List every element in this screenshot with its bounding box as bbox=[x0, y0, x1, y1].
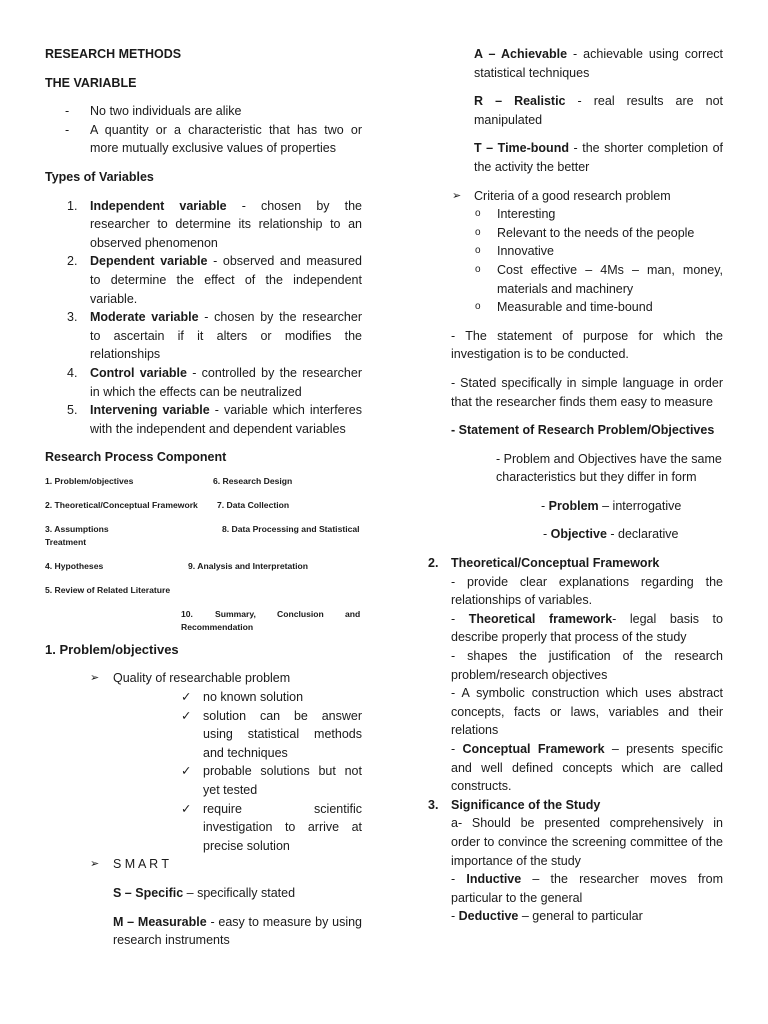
section-line: a- Should be presented comprehensively in order to convince the screening committee of the importance of the study bbox=[451, 816, 723, 868]
process-item: 9. Analysis and Interpretation bbox=[188, 560, 309, 571]
arrow-icon: ➢ bbox=[90, 672, 100, 685]
criteria-item: ➢ Criteria of a good research problem bbox=[428, 187, 723, 206]
circle-bullet-icon: o bbox=[475, 226, 481, 238]
smart-s: S – Specific – specifically stated bbox=[113, 886, 296, 900]
process-item: Conclusion bbox=[277, 608, 324, 619]
list-item: ✓ no known solution bbox=[45, 688, 362, 707]
types-list bbox=[45, 197, 362, 439]
smart-a: A – Achievable - achievable using correct statistical techniques bbox=[474, 47, 723, 80]
list-item: o Interesting bbox=[428, 205, 723, 224]
list-item: ✓ require scientific investigation to arrive at precise solution bbox=[181, 801, 362, 853]
smart-item: ➢ S M A R T bbox=[45, 855, 362, 874]
right-column bbox=[428, 45, 723, 926]
check-icon: ✓ bbox=[181, 708, 192, 723]
process-item: Treatment bbox=[45, 536, 87, 547]
process-item: Summary, bbox=[215, 608, 256, 619]
statement-heading: - Statement of Research Problem/Objectives bbox=[451, 423, 715, 438]
variable-heading: THE VARIABLE bbox=[45, 75, 137, 90]
list-item: 5. Intervening variable - variable which interferes with the independent and dependent variables bbox=[67, 403, 362, 436]
smart-r: R – Realistic - real results are not manipulated bbox=[474, 94, 723, 127]
list-item: - No two individuals are alike bbox=[45, 102, 362, 121]
process-item: 10. bbox=[181, 608, 193, 619]
process-item: 4. Hypotheses bbox=[45, 560, 104, 571]
circle-bullet-icon: o bbox=[475, 245, 481, 257]
section-heading: Significance of the Study bbox=[451, 797, 601, 812]
list-item: o Measurable and time-bound bbox=[428, 298, 723, 317]
section-theoretical-framework: 2. Theoretical/Conceptual Framework - provide clear explanations regarding the relationships of variables. - Theoretical framework- legal basis to describe properly that process of the study - shapes the justification of the research problem/research objectives - A symbolic construction which uses abstract concepts, facts or laws, variables and their relations - Conceptual Framework – presents specific and well defined concepts which are called constructs. bbox=[428, 554, 723, 796]
check-icon: ✓ bbox=[181, 764, 192, 779]
section-significance: 3. Significance of the Study a- Should be presented comprehensively in order to convince the screening committee of the importance of the study - Inductive – the researcher moves from particular to the general - Deductive – general to particular bbox=[428, 796, 723, 926]
process-item: 8. Data Processing and Statistical bbox=[222, 523, 360, 534]
list-item: 3. Moderate variable - chosen by the researcher to ascertain if it alters or modifies the relationships bbox=[67, 310, 362, 362]
process-grid bbox=[45, 473, 362, 641]
section-line: - Theoretical framework- legal basis to describe properly that process of the study bbox=[451, 611, 723, 645]
process-item: 3. Assumptions bbox=[45, 523, 109, 534]
process-item: 1. Problem/objectives bbox=[45, 475, 134, 486]
process-item: 5. Review of Related Literature bbox=[45, 584, 171, 595]
list-item: 1. Independent variable - chosen by the researcher to determine its relationship to an observed phenomenon bbox=[67, 198, 362, 250]
arrow-icon: ➢ bbox=[452, 189, 462, 202]
list-item: o Relevant to the needs of the people bbox=[428, 224, 723, 243]
stated-paragraph: - Stated specifically in simple language in order that the researcher finds them easy to measure bbox=[451, 375, 723, 409]
objective-declarative: - Objective - declarative bbox=[543, 527, 679, 542]
arrow-icon: ➢ bbox=[90, 858, 100, 871]
circle-bullet-icon: o bbox=[475, 263, 481, 275]
left-column bbox=[45, 45, 362, 960]
types-heading: Types of Variables bbox=[45, 169, 154, 184]
section-line: - Inductive – the researcher moves from particular to the general bbox=[451, 872, 723, 905]
process-item: 6. Research Design bbox=[213, 475, 293, 486]
document-title: RESEARCH METHODS bbox=[45, 47, 182, 61]
same-characteristics-paragraph: - Problem and Objectives have the same characteristics but they differ in form bbox=[496, 451, 722, 485]
list-item: o Cost effective – 4Ms – man, money, materials and machinery bbox=[475, 262, 723, 296]
section-line: - Deductive – general to particular bbox=[451, 909, 643, 924]
section-line: - shapes the justification of the research problem/research objectives bbox=[451, 649, 723, 682]
check-icon: ✓ bbox=[181, 801, 192, 816]
process-item: 2. Theoretical/Conceptual Framework bbox=[45, 499, 198, 510]
process-item: and bbox=[345, 608, 361, 619]
list-item: 4. Control variable - controlled by the researcher in which the effects can be neutralized bbox=[67, 365, 362, 399]
list-item: - A quantity or a characteristic that has two or more mutually exclusive values of properties bbox=[45, 121, 362, 158]
circle-bullet-icon: o bbox=[475, 301, 481, 313]
list-item: ✓ probable solutions but not yet tested bbox=[181, 764, 362, 798]
process-heading: Research Process Component bbox=[45, 450, 227, 465]
section-line: - A symbolic construction which uses abstract concepts, facts or laws, variables and their relations bbox=[451, 686, 723, 738]
section-line: - provide clear explanations regarding the relationships of variables. bbox=[451, 574, 723, 608]
list-item: 2. Dependent variable - observed and measured to determine the effect of the independent variable. bbox=[67, 254, 362, 306]
list-item: ✓ solution can be answer using statistical methods and techniques bbox=[181, 708, 362, 760]
section-line: - Conceptual Framework – presents specific and well defined concepts which are called constructs. bbox=[451, 742, 724, 794]
purpose-paragraph: - The statement of purpose for which the investigation is to be conducted. bbox=[451, 328, 723, 362]
list-item: o Innovative bbox=[428, 242, 723, 261]
process-item: 7. Data Collection bbox=[217, 499, 290, 510]
process-item: Recommendation bbox=[181, 621, 254, 632]
section-heading: Theoretical/Conceptual Framework bbox=[451, 556, 660, 571]
variable-points bbox=[45, 102, 362, 158]
circle-bullet-icon: o bbox=[475, 208, 481, 220]
smart-t: T – Time-bound - the shorter completion of the activity the better bbox=[474, 141, 723, 174]
quality-item: ➢ Quality of researchable problem bbox=[45, 669, 362, 688]
problem-objectives-heading: 1. Problem/objectives bbox=[45, 641, 179, 657]
check-icon: ✓ bbox=[181, 690, 192, 705]
smart-m: M – Measurable - easy to measure by using research instruments bbox=[113, 914, 363, 948]
problem-interrogative: - Problem – interrogative bbox=[541, 498, 682, 513]
